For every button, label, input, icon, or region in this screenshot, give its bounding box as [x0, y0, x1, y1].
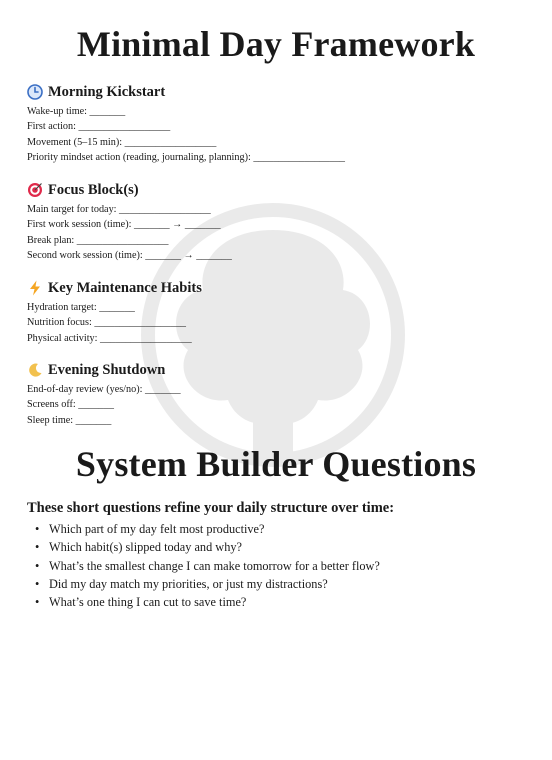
clock-icon [27, 84, 43, 100]
section-evening-shutdown [27, 360, 537, 428]
section-title: Morning Kickstart [48, 83, 166, 100]
end-of-day-review-field: End-of-day review (yes/no): _______ [27, 384, 181, 395]
system-builder-title: System Builder Questions [75, 444, 477, 484]
questions-intro: These short questions refine your daily structure over time: [27, 500, 395, 516]
hydration-target-field: Hydration target: _______ [27, 302, 135, 313]
list-item: • What’s the smallest change I can make tomorrow for a better flow? [27, 557, 537, 575]
list-item: • What’s one thing I can cut to save time? [27, 593, 537, 611]
section-morning-kickstart [27, 82, 537, 165]
target-icon [27, 182, 43, 198]
questions-list [27, 520, 537, 611]
lightning-icon [27, 280, 43, 296]
first-work-session-field: First work session (time): _______ → _______ [27, 219, 221, 231]
second-work-session-field: Second work session (time): _______ → _______ [27, 249, 232, 261]
page-title: Minimal Day Framework [76, 24, 476, 64]
first-action-field: First action: __________________ [27, 121, 171, 133]
section-focus-blocks [27, 180, 537, 263]
section-key-maintenance-habits [27, 278, 537, 346]
screens-off-field: Screens off: _______ [27, 399, 114, 411]
break-plan-field: Break plan: __________________ [27, 234, 169, 246]
section-title: Evening Shutdown [48, 361, 166, 378]
main-target-field: Main target for today: __________________ [27, 204, 211, 215]
wake-up-time-field: Wake-up time: _______ [27, 106, 126, 117]
moon-icon [27, 362, 43, 378]
system-builder-questions [27, 500, 537, 611]
sleep-time-field: Sleep time: _______ [27, 414, 112, 426]
physical-activity-field: Physical activity: __________________ [27, 332, 192, 344]
list-item: • Which habit(s) slipped today and why? [27, 538, 537, 556]
priority-mindset-field: Priority mindset action (reading, journaling, planning): __________________ [27, 151, 346, 163]
movement-field: Movement (5–15 min): __________________ [27, 136, 217, 148]
section-title: Key Maintenance Habits [48, 279, 202, 296]
section-title: Focus Block(s) [48, 181, 139, 198]
list-item: • Did my day match my priorities, or just my distractions? [27, 575, 537, 593]
list-item: • Which part of my day felt most productive? [27, 520, 537, 538]
nutrition-focus-field: Nutrition focus: __________________ [27, 317, 187, 329]
